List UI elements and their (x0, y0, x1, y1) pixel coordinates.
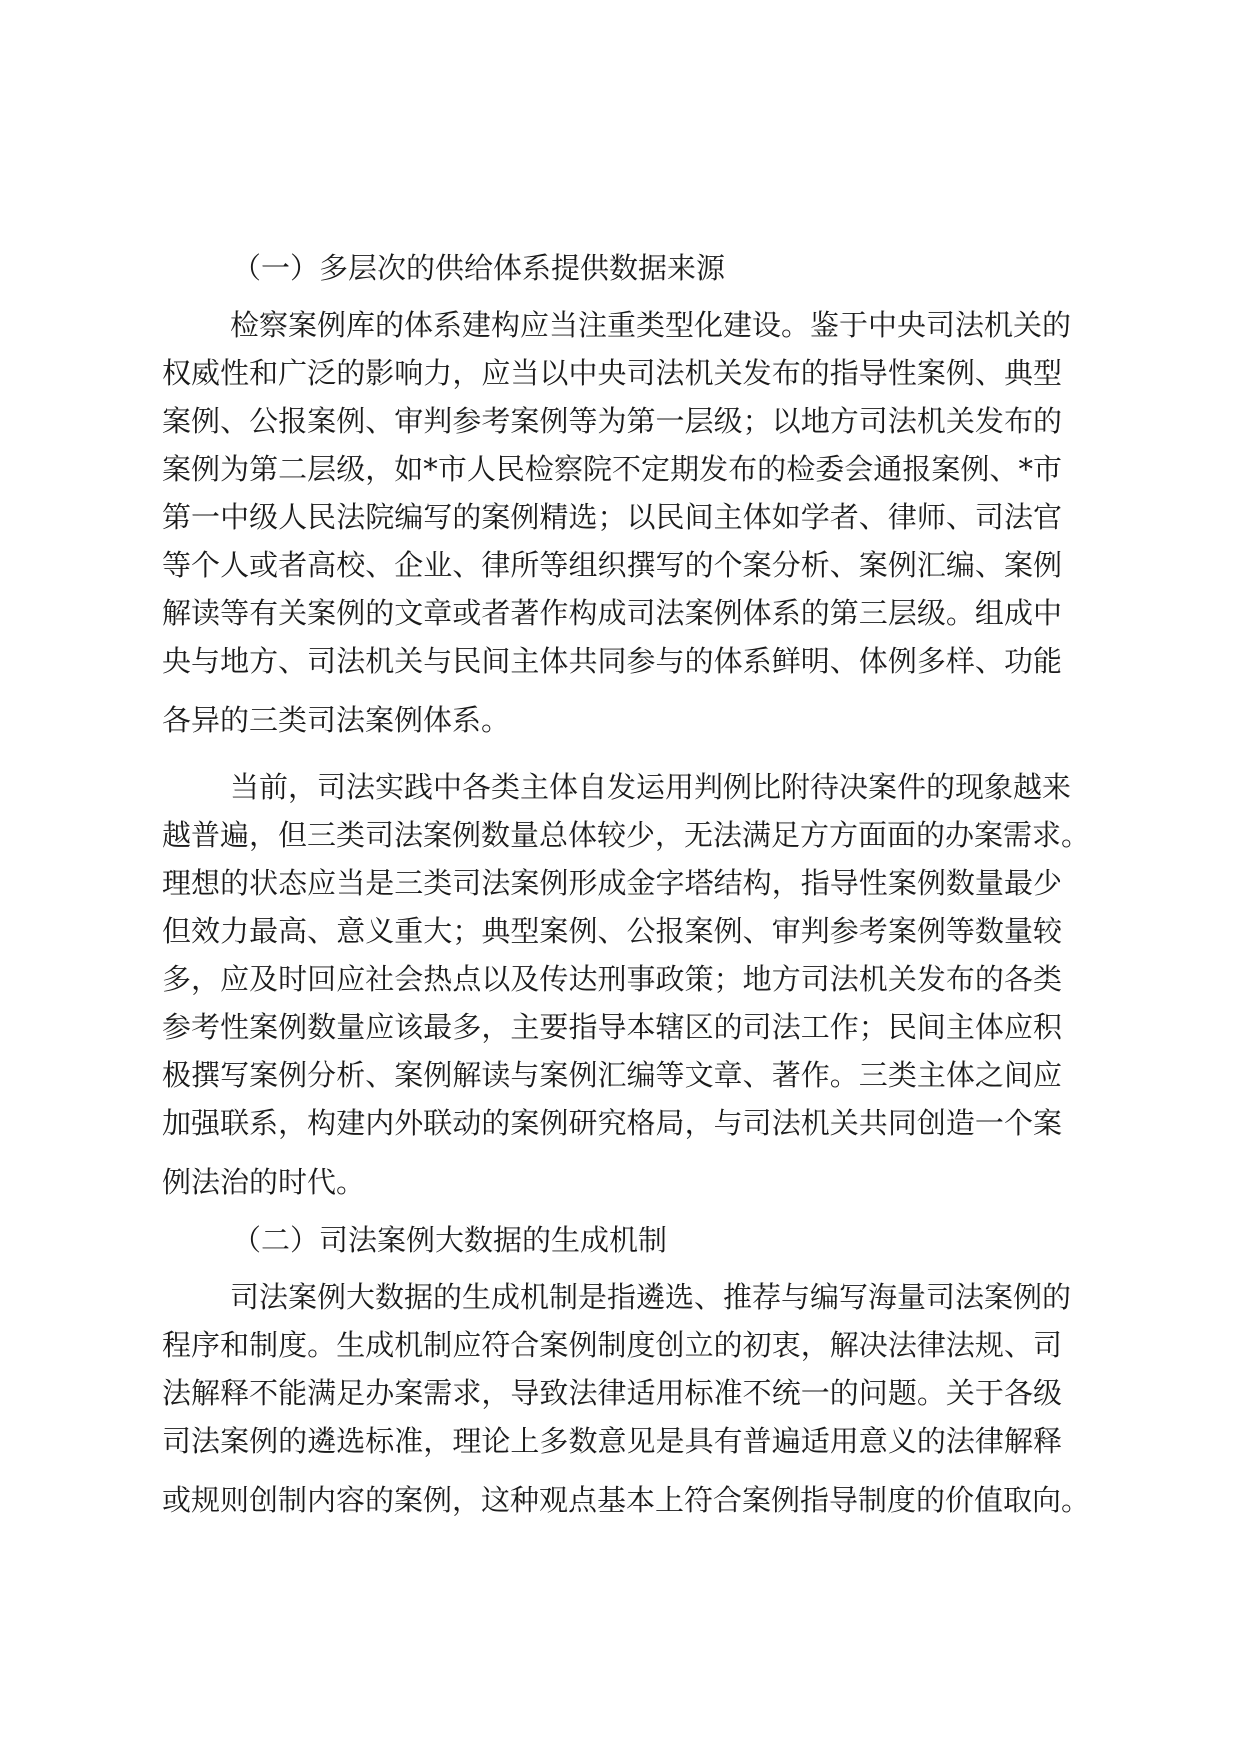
paragraph-line: 案例为第二层级，如*市人民检察院不定期发布的检委会通报案例、*市 (162, 452, 1062, 486)
paragraph-line: 各异的三类司法案例体系。 (162, 703, 511, 737)
paragraph-line: 理想的状态应当是三类司法案例形成金字塔结构，指导性案例数量最少 (162, 866, 1062, 900)
paragraph-line: 权威性和广泛的影响力，应当以中央司法机关发布的指导性案例、典型 (162, 356, 1062, 390)
paragraph-line: 案例、公报案例、审判参考案例等为第一层级；以地方司法机关发布的 (162, 404, 1062, 438)
paragraph-line: 当前，司法实践中各类主体自发运用判例比附待决案件的现象越来 (230, 770, 1072, 804)
paragraph-line: 检察案例库的体系建构应当注重类型化建设。鉴于中央司法机关的 (230, 308, 1072, 342)
paragraph-line: 央与地方、司法机关与民间主体共同参与的体系鲜明、体例多样、功能 (162, 644, 1062, 678)
paragraph-line: 越普遍，但三类司法案例数量总体较少，无法满足方方面面的办案需求。 (162, 818, 1091, 852)
paragraph-line: 法解释不能满足办案需求，导致法律适用标准不统一的问题。关于各级 (162, 1376, 1062, 1410)
paragraph-line: 参考性案例数量应该最多，主要指导本辖区的司法工作；民间主体应积 (162, 1010, 1062, 1044)
paragraph-line: 极撰写案例分析、案例解读与案例汇编等文章、著作。三类主体之间应 (162, 1058, 1062, 1092)
paragraph-line: 程序和制度。生成机制应符合案例制度创立的初衷，解决法律法规、司 (162, 1328, 1062, 1362)
section-heading-1: （一）多层次的供给体系提供数据来源 (232, 251, 726, 285)
paragraph-line: 解读等有关案例的文章或者著作构成司法案例体系的第三层级。组成中 (162, 596, 1062, 630)
paragraph-line: 或规则创制内容的案例，这种观点基本上符合案例指导制度的价值取向。 (162, 1483, 1091, 1517)
paragraph-line: 第一中级人民法院编写的案例精选；以民间主体如学者、律师、司法官 (162, 500, 1062, 534)
paragraph-line: 司法案例大数据的生成机制是指遴选、推荐与编写海量司法案例的 (230, 1280, 1072, 1314)
paragraph-line: 司法案例的遴选标准，理论上多数意见是具有普遍适用意义的法律解释 (162, 1424, 1062, 1458)
paragraph-line: 加强联系，构建内外联动的案例研究格局，与司法机关共同创造一个案 (162, 1106, 1062, 1140)
paragraph-line: 等个人或者高校、企业、律所等组织撰写的个案分析、案例汇编、案例 (162, 548, 1062, 582)
section-heading-2: （二）司法案例大数据的生成机制 (232, 1223, 668, 1257)
paragraph-line: 但效力最高、意义重大；典型案例、公报案例、审判参考案例等数量较 (162, 914, 1062, 948)
paragraph-line: 例法治的时代。 (162, 1165, 366, 1199)
paragraph-line: 多，应及时回应社会热点以及传达刑事政策；地方司法机关发布的各类 (162, 962, 1062, 996)
